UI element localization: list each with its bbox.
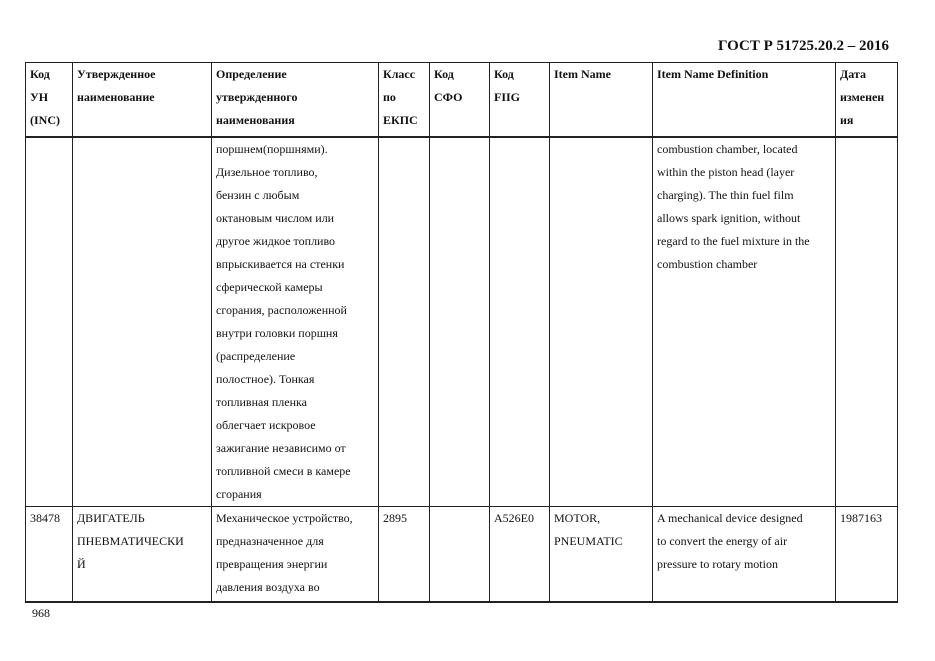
cell-class [379, 137, 430, 507]
table-row [26, 137, 898, 507]
cell-approved-name [73, 137, 212, 507]
column-header-date: Дата изменен ия [836, 63, 898, 138]
column-header-item-name: Item Name [550, 63, 653, 138]
cell-fiig: A526E0 [490, 507, 550, 603]
cell-item-definition: combustion chamber, located within the piston head (layer charging). The thin fuel film allows spark ignition, without regard to the fuel mixture in the combustion chamber [653, 137, 836, 507]
nomenclature-table [25, 62, 898, 603]
column-header-fiig: Код FIIG [490, 63, 550, 138]
cell-date: 1987163 [836, 507, 898, 603]
document-standard-header: ГОСТ Р 51725.20.2 – 2016 [717, 38, 889, 54]
column-header-definition: Определение утвержденного наименования [212, 63, 379, 138]
table-header-row [26, 63, 898, 138]
cell-sfo [430, 137, 490, 507]
cell-date [836, 137, 898, 507]
cell-class: 2895 [379, 507, 430, 603]
column-header-sfo: Код СФО [430, 63, 490, 138]
page-number: 968 [32, 606, 50, 620]
column-header-class: Класс по ЕКПС [379, 63, 430, 138]
column-header-inc: Код УН (INC) [26, 63, 73, 138]
table-row [26, 507, 898, 603]
column-header-approved-name: Утвержденное наименование [73, 63, 212, 138]
cell-definition: Механическое устройство, предназначенное для превращения энергии давления воздуха во [212, 507, 379, 603]
cell-sfo [430, 507, 490, 603]
cell-item-name [550, 137, 653, 507]
cell-fiig [490, 137, 550, 507]
cell-item-name: MOTOR, PNEUMATIC [550, 507, 653, 603]
column-header-item-definition: Item Name Definition [653, 63, 836, 138]
cell-inc: 38478 [26, 507, 73, 603]
cell-item-definition: A mechanical device designed to convert the energy of air pressure to rotary motion [653, 507, 836, 603]
cell-inc [26, 137, 73, 507]
cell-approved-name: ДВИГАТЕЛЬ ПНЕВМАТИЧЕСКИ Й [73, 507, 212, 603]
cell-definition: поршнем(поршнями). Дизельное топливо, бензин с любым октановым числом или другое жидкое топливо впрыскивается на стенки сферической камеры сгорания, расположенной внутри головки поршня (распределение полостное). Тонкая топливная пленка облегчает искровое зажигание независимо от топливной смеси в камере сгорания [212, 137, 379, 507]
